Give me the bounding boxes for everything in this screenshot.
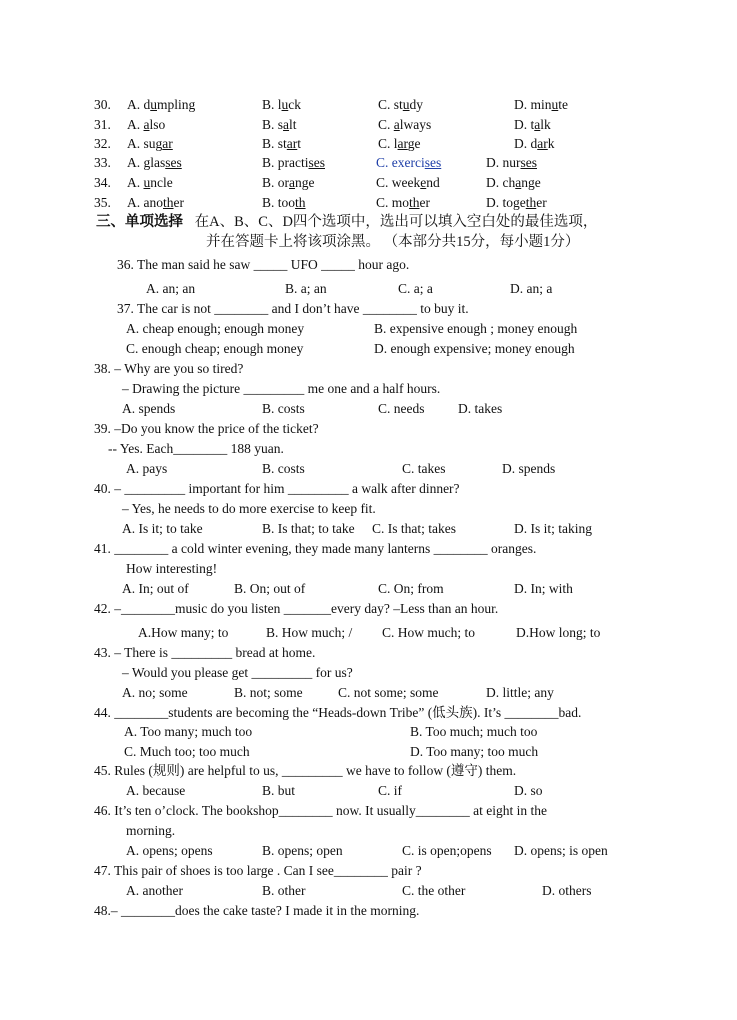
question-43-stem: 43. – There is _________ bread at home. bbox=[94, 645, 316, 660]
underlined-letters: a bbox=[143, 117, 150, 132]
option-46-b[interactable]: B. opens; open bbox=[262, 843, 343, 858]
phonetic-question-number: 31. bbox=[94, 117, 111, 132]
underlined-letters: u bbox=[402, 97, 410, 112]
option-47-a[interactable]: A. another bbox=[126, 883, 183, 898]
option-45-a[interactable]: A. because bbox=[126, 783, 186, 798]
option-letter: B. bbox=[262, 195, 278, 210]
phonetic-question-number: 34. bbox=[94, 175, 111, 190]
underlined-letters: a bbox=[534, 117, 541, 132]
phonetic-option-c[interactable] bbox=[378, 96, 423, 114]
option-46-c[interactable]: C. is open;opens bbox=[402, 843, 492, 858]
option-44-b[interactable]: B. Too much; much too bbox=[410, 724, 538, 739]
option-37-d[interactable]: D. enough expensive; money enough bbox=[374, 341, 575, 356]
option-word: together bbox=[502, 195, 547, 210]
option-word: exercises bbox=[391, 155, 442, 170]
option-letter: D. bbox=[514, 136, 531, 151]
phonetic-option-a[interactable] bbox=[127, 135, 173, 153]
underlined-letters: ar bbox=[286, 136, 298, 151]
option-40-d[interactable]: D. Is it; taking bbox=[514, 521, 592, 536]
option-46-d[interactable]: D. opens; is open bbox=[514, 843, 608, 858]
option-36-d[interactable]: D. an; a bbox=[510, 281, 553, 296]
underlined-letters: ses bbox=[308, 155, 325, 170]
option-letter: A. bbox=[127, 117, 144, 132]
option-44-c[interactable]: C. Much too; too much bbox=[124, 744, 250, 759]
option-38-b[interactable]: B. costs bbox=[262, 401, 305, 416]
section-heading bbox=[96, 212, 597, 232]
option-42-c[interactable]: C. How much; to bbox=[382, 625, 475, 640]
question-40-reply: – Yes, he needs to do more exercise to keep fit. bbox=[122, 501, 376, 516]
option-37-c[interactable]: C. enough cheap; enough money bbox=[126, 341, 304, 356]
option-41-d[interactable]: D. In; with bbox=[514, 581, 573, 596]
option-41-c[interactable]: C. On; from bbox=[378, 581, 444, 596]
option-39-c[interactable]: C. takes bbox=[402, 461, 446, 476]
section-title: 三、单项选择 bbox=[96, 214, 183, 230]
phonetic-option-d[interactable] bbox=[514, 96, 568, 114]
underlined-letters: ar bbox=[537, 136, 548, 151]
option-word: talk bbox=[530, 117, 551, 132]
option-46-a[interactable]: A. opens; opens bbox=[126, 843, 213, 858]
option-word: dumpling bbox=[143, 97, 196, 112]
underlined-letters: u bbox=[143, 175, 151, 190]
underlined-letters: ses bbox=[520, 155, 537, 170]
option-41-a[interactable]: A. In; out of bbox=[122, 581, 189, 596]
underlined-letters: th bbox=[163, 195, 174, 210]
option-36-a[interactable]: A. an; an bbox=[146, 281, 196, 296]
phonetic-question-number: 32. bbox=[94, 136, 111, 151]
option-letter: B. bbox=[262, 136, 278, 151]
question-39-reply: -- Yes. Each________ 188 yuan. bbox=[108, 441, 284, 456]
phonetic-option-b[interactable] bbox=[262, 174, 315, 192]
option-letter: B. bbox=[262, 155, 278, 170]
option-38-d[interactable]: D. takes bbox=[458, 401, 503, 416]
underlined-letters: a bbox=[393, 117, 400, 132]
option-letter: D. bbox=[514, 97, 531, 112]
phonetic-option-b[interactable] bbox=[262, 96, 301, 114]
phonetic-option-c[interactable] bbox=[376, 174, 440, 192]
option-45-d[interactable]: D. so bbox=[514, 783, 543, 798]
underlined-letters: th bbox=[409, 195, 420, 210]
phonetic-question-number: 30. bbox=[94, 97, 111, 112]
option-word: large bbox=[393, 136, 421, 151]
question-39-stem: 39. –Do you know the price of the ticket? bbox=[94, 421, 319, 436]
option-letter: B. bbox=[262, 117, 278, 132]
option-47-c[interactable]: C. the other bbox=[402, 883, 466, 898]
question-44-stem: 44. ________students are becoming the “Heads-down Tribe” (低头族). It’s ________bad. bbox=[94, 705, 582, 720]
phonetic-option-b[interactable] bbox=[262, 154, 325, 172]
option-42-a[interactable]: A.How many; to bbox=[138, 625, 229, 640]
option-letter: D. bbox=[486, 155, 503, 170]
option-word: change bbox=[502, 175, 541, 190]
option-word: study bbox=[393, 97, 424, 112]
option-43-b[interactable]: B. not; some bbox=[234, 685, 303, 700]
option-letter: C. bbox=[378, 136, 394, 151]
option-43-c[interactable]: C. not some; some bbox=[338, 685, 439, 700]
option-letter: A. bbox=[127, 97, 144, 112]
phonetic-option-a[interactable] bbox=[127, 96, 195, 114]
underlined-letters: u bbox=[150, 97, 157, 112]
section-instructions-line-1: 在A、B、C、D四个选项中，选出可以填入空白处的最佳选项， bbox=[194, 214, 598, 230]
option-word: luck bbox=[277, 97, 302, 112]
option-letter: B. bbox=[262, 175, 278, 190]
option-47-d[interactable]: D. others bbox=[542, 883, 592, 898]
option-letter: C. bbox=[376, 155, 392, 170]
option-word: weekend bbox=[391, 175, 440, 190]
option-word: orange bbox=[277, 175, 315, 190]
option-letter: A. bbox=[127, 136, 144, 151]
question-40-stem: 40. – _________ important for him _________ a walk after dinner? bbox=[94, 481, 460, 496]
option-39-a[interactable]: A. pays bbox=[126, 461, 168, 476]
question-38-reply: – Drawing the picture _________ me one and a half hours. bbox=[122, 381, 441, 396]
option-letter: D. bbox=[514, 117, 531, 132]
phonetic-option-a[interactable] bbox=[127, 154, 182, 172]
underlined-letters: ses bbox=[424, 155, 442, 170]
option-letter: C. bbox=[378, 97, 394, 112]
option-word: uncle bbox=[143, 175, 173, 190]
phonetic-option-c[interactable] bbox=[376, 154, 441, 172]
option-letter: D. bbox=[486, 195, 503, 210]
underlined-letters: th bbox=[295, 195, 306, 210]
option-letter: C. bbox=[378, 117, 394, 132]
option-43-a[interactable]: A. no; some bbox=[122, 685, 188, 700]
question-47-stem: 47. This pair of shoes is too large . Can I see________ pair ? bbox=[94, 863, 422, 878]
option-38-c[interactable]: C. needs bbox=[378, 401, 425, 416]
option-42-d[interactable]: D.How long; to bbox=[516, 625, 601, 640]
phonetic-question-number: 33. bbox=[94, 155, 111, 170]
question-38-stem: 38. – Why are you so tired? bbox=[94, 361, 244, 376]
phonetic-option-d[interactable] bbox=[514, 116, 551, 134]
option-word: minute bbox=[530, 97, 569, 112]
question-41-continuation: How interesting! bbox=[126, 561, 218, 576]
option-47-b[interactable]: B. other bbox=[262, 883, 306, 898]
option-word: sugar bbox=[143, 136, 173, 151]
phonetic-option-b[interactable] bbox=[262, 194, 306, 212]
phonetic-question-number: 35. bbox=[94, 195, 111, 210]
phonetic-option-a[interactable] bbox=[127, 194, 184, 212]
question-46-stem: 46. It’s ten o’clock. The bookshop________ now. It usually________ at eight in the bbox=[94, 803, 547, 818]
question-37-stem: 37. The car is not ________ and I don’t have ________ to buy it. bbox=[117, 301, 469, 316]
option-36-c[interactable]: C. a; a bbox=[398, 281, 433, 296]
option-word: also bbox=[143, 117, 166, 132]
option-letter: B. bbox=[262, 97, 278, 112]
option-44-d[interactable]: D. Too many; too much bbox=[410, 744, 539, 759]
option-39-b[interactable]: B. costs bbox=[262, 461, 305, 476]
option-word: dark bbox=[530, 136, 555, 151]
option-40-a[interactable]: A. Is it; to take bbox=[122, 521, 203, 536]
option-word: tooth bbox=[277, 195, 306, 210]
option-41-b[interactable]: B. On; out of bbox=[234, 581, 306, 596]
option-40-b[interactable]: B. Is that; to take bbox=[262, 521, 355, 536]
option-39-d[interactable]: D. spends bbox=[502, 461, 556, 476]
phonetic-option-a[interactable] bbox=[127, 174, 173, 192]
question-36-stem: 36. The man said he saw _____ UFO _____ hour ago. bbox=[117, 257, 410, 272]
option-letter: C. bbox=[376, 175, 392, 190]
underlined-letters: ar bbox=[397, 136, 408, 151]
option-letter: A. bbox=[127, 155, 144, 170]
option-word: mother bbox=[391, 195, 431, 210]
question-42-stem: 42. –________music do you listen _______every day? –Less than an hour. bbox=[94, 601, 499, 616]
phonetic-option-b[interactable] bbox=[262, 135, 301, 153]
option-38-a[interactable]: A. spends bbox=[122, 401, 176, 416]
option-letter: A. bbox=[127, 195, 144, 210]
question-45-stem: 45. Rules (规则) are helpful to us, _________ we have to follow (遵守) them. bbox=[94, 763, 517, 778]
question-41-stem: 41. ________ a cold winter evening, they made many lanterns ________ oranges. bbox=[94, 541, 537, 556]
phonetic-option-c[interactable] bbox=[378, 116, 431, 134]
underlined-letters: a bbox=[289, 175, 296, 190]
underlined-letters: u bbox=[551, 97, 559, 112]
option-36-b[interactable]: B. a; an bbox=[285, 281, 327, 296]
underlined-letters: ses bbox=[165, 155, 182, 170]
option-word: another bbox=[143, 195, 185, 210]
option-letter: A. bbox=[127, 175, 144, 190]
option-37-a[interactable]: A. cheap enough; enough money bbox=[126, 321, 305, 336]
option-letter: C. bbox=[376, 195, 392, 210]
option-word: salt bbox=[277, 117, 297, 132]
phonetic-option-c[interactable] bbox=[376, 194, 430, 212]
question-43-reply: – Would you please get _________ for us? bbox=[122, 665, 353, 680]
underlined-letters: e bbox=[420, 175, 427, 190]
question-46-continuation: morning. bbox=[126, 823, 176, 838]
underlined-letters: a bbox=[283, 117, 290, 132]
underlined-letters: u bbox=[281, 97, 289, 112]
option-42-b[interactable]: B. How much; / bbox=[266, 625, 353, 640]
option-letter: D. bbox=[486, 175, 503, 190]
phonetic-option-d[interactable] bbox=[514, 135, 555, 153]
option-40-c[interactable]: C. Is that; takes bbox=[372, 521, 456, 536]
question-48-stem: 48.– ________does the cake taste? I made it in the morning. bbox=[94, 903, 420, 918]
option-45-c[interactable]: C. if bbox=[378, 783, 403, 798]
option-word: always bbox=[393, 117, 432, 132]
section-instructions-line-2: 并在答题卡上将该项涂黑。 （本部分共15分，每小题1分） bbox=[206, 234, 580, 250]
phonetic-option-c[interactable] bbox=[378, 135, 421, 153]
underlined-letters: th bbox=[525, 195, 537, 210]
option-37-b[interactable]: B. expensive enough ; money enough bbox=[374, 321, 578, 336]
option-45-b[interactable]: B. but bbox=[262, 783, 296, 798]
option-word: practises bbox=[277, 155, 325, 170]
option-word: glasses bbox=[143, 155, 182, 170]
phonetic-option-d[interactable] bbox=[486, 194, 547, 212]
option-44-a[interactable]: A. Too many; much too bbox=[124, 724, 253, 739]
option-word: nurses bbox=[502, 155, 537, 170]
phonetic-option-d[interactable] bbox=[486, 154, 537, 172]
phonetic-option-b[interactable] bbox=[262, 116, 297, 134]
phonetic-option-d[interactable] bbox=[486, 174, 541, 192]
phonetic-option-a[interactable] bbox=[127, 116, 165, 134]
option-word: start bbox=[277, 136, 302, 151]
underlined-letters: ar bbox=[162, 136, 173, 151]
option-43-d[interactable]: D. little; any bbox=[486, 685, 554, 700]
underlined-letters: a bbox=[515, 175, 522, 190]
